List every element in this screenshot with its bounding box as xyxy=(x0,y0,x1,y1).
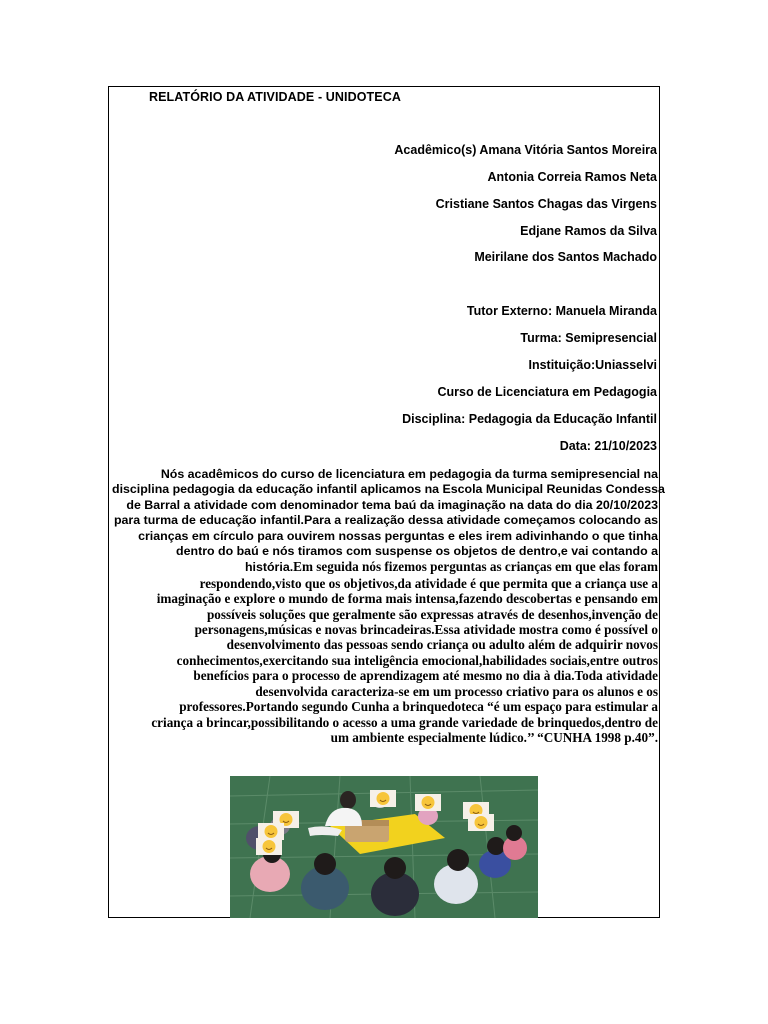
body-line: dentro do baú e nós tiramos com suspense os objetos de dentro,e vai contando a xyxy=(176,544,658,559)
body-line: um ambiente especialmente lúdico.’’ “CUNHA 1998 p.40”. xyxy=(330,729,658,745)
body-line: crianças em círculo para ouvirem nossas perguntas e eles irem adivinhando o que tinha xyxy=(138,528,658,543)
body-line-part: história. xyxy=(244,560,294,575)
student-name: Antonia Correia Ramos Neta xyxy=(487,170,657,184)
discipline-line: Disciplina: Pedagogia da Educação Infantil xyxy=(402,412,657,426)
academics-line: Acadêmico(s) Amana Vitória Santos Moreira xyxy=(394,143,657,157)
smiley-face-icon xyxy=(468,814,494,831)
body-line: criança a brincar,possibilitando o acesso a uma grande variedade de brinquedos,dentro de xyxy=(151,714,658,730)
body-line: Nós acadêmicos do curso de licenciatura em pedagogia da turma semipresencial na xyxy=(160,467,658,481)
body-line: respondendo,visto que os objetivos,da atividade é que permita que a criança use a xyxy=(199,575,658,591)
body-line: disciplina pedagogia da educação infantil aplicamos na Escola Municipal Reunidas Condessa xyxy=(112,482,665,497)
body-line: desenvolvida caracteriza-se em um processo criativo para os alunos e os xyxy=(255,683,658,699)
class-line: Turma: Semipresencial xyxy=(520,331,657,345)
activity-photo xyxy=(230,776,538,918)
document-title: RELATÓRIO DA ATIVIDADE - UNIDOTECA xyxy=(148,90,401,104)
tutor-line: Tutor Externo: Manuela Miranda xyxy=(466,304,657,318)
body-line: para turma de educação infantil.Para a realização dessa atividade começamos colocando as xyxy=(113,513,658,528)
smiley-face-icon xyxy=(258,823,284,840)
body-line: possíveis soluções que geralmente são expressas através de desenhos,invenção de xyxy=(206,606,658,622)
body-line: benefícios para o processo de aprendizagem até mesmo no dia à dia.Toda atividade xyxy=(193,668,658,684)
student-name: Cristiane Santos Chagas das Virgens xyxy=(435,197,657,211)
report-body xyxy=(112,467,665,745)
course-line: Curso de Licenciatura em Pedagogia xyxy=(437,385,657,399)
body-line: personagens,músicas e novas brincadeiras.Essa atividade mostra como é possível o xyxy=(194,622,658,638)
body-line: de Barral a atividade com denominador tema baú da imaginação na data do dia 20/10/2023 xyxy=(126,497,658,512)
institution-line: Instituição:Uniasselvi xyxy=(528,358,657,372)
smiley-face-icon xyxy=(256,838,282,855)
smiley-face-icon xyxy=(415,794,441,811)
document-page xyxy=(108,86,665,918)
student-name: Edjane Ramos da Silva xyxy=(520,224,657,238)
body-line: desenvolvimento das pessoas sendo criança ou adulto além de adquirir novos xyxy=(226,637,658,653)
body-line-part: Em seguida nós fizemos perguntas as crianças em que elas foram xyxy=(293,559,658,575)
body-line: conhecimentos,exercitando sua inteligência emocional,habilidades sociais,entre outros xyxy=(176,652,658,668)
body-line: imaginação e explore o mundo de forma mais intensa,fazendo descobertas e pensando em xyxy=(156,591,658,607)
smiley-face-icon xyxy=(370,790,396,807)
date-line: Data: 21/10/2023 xyxy=(559,439,657,453)
student-name: Meirilane dos Santos Machado xyxy=(474,250,657,264)
body-line: professores.Portando segundo Cunha a brinquedoteca “é um espaço para estimular a xyxy=(179,699,658,715)
body-line-mixed xyxy=(112,559,658,575)
